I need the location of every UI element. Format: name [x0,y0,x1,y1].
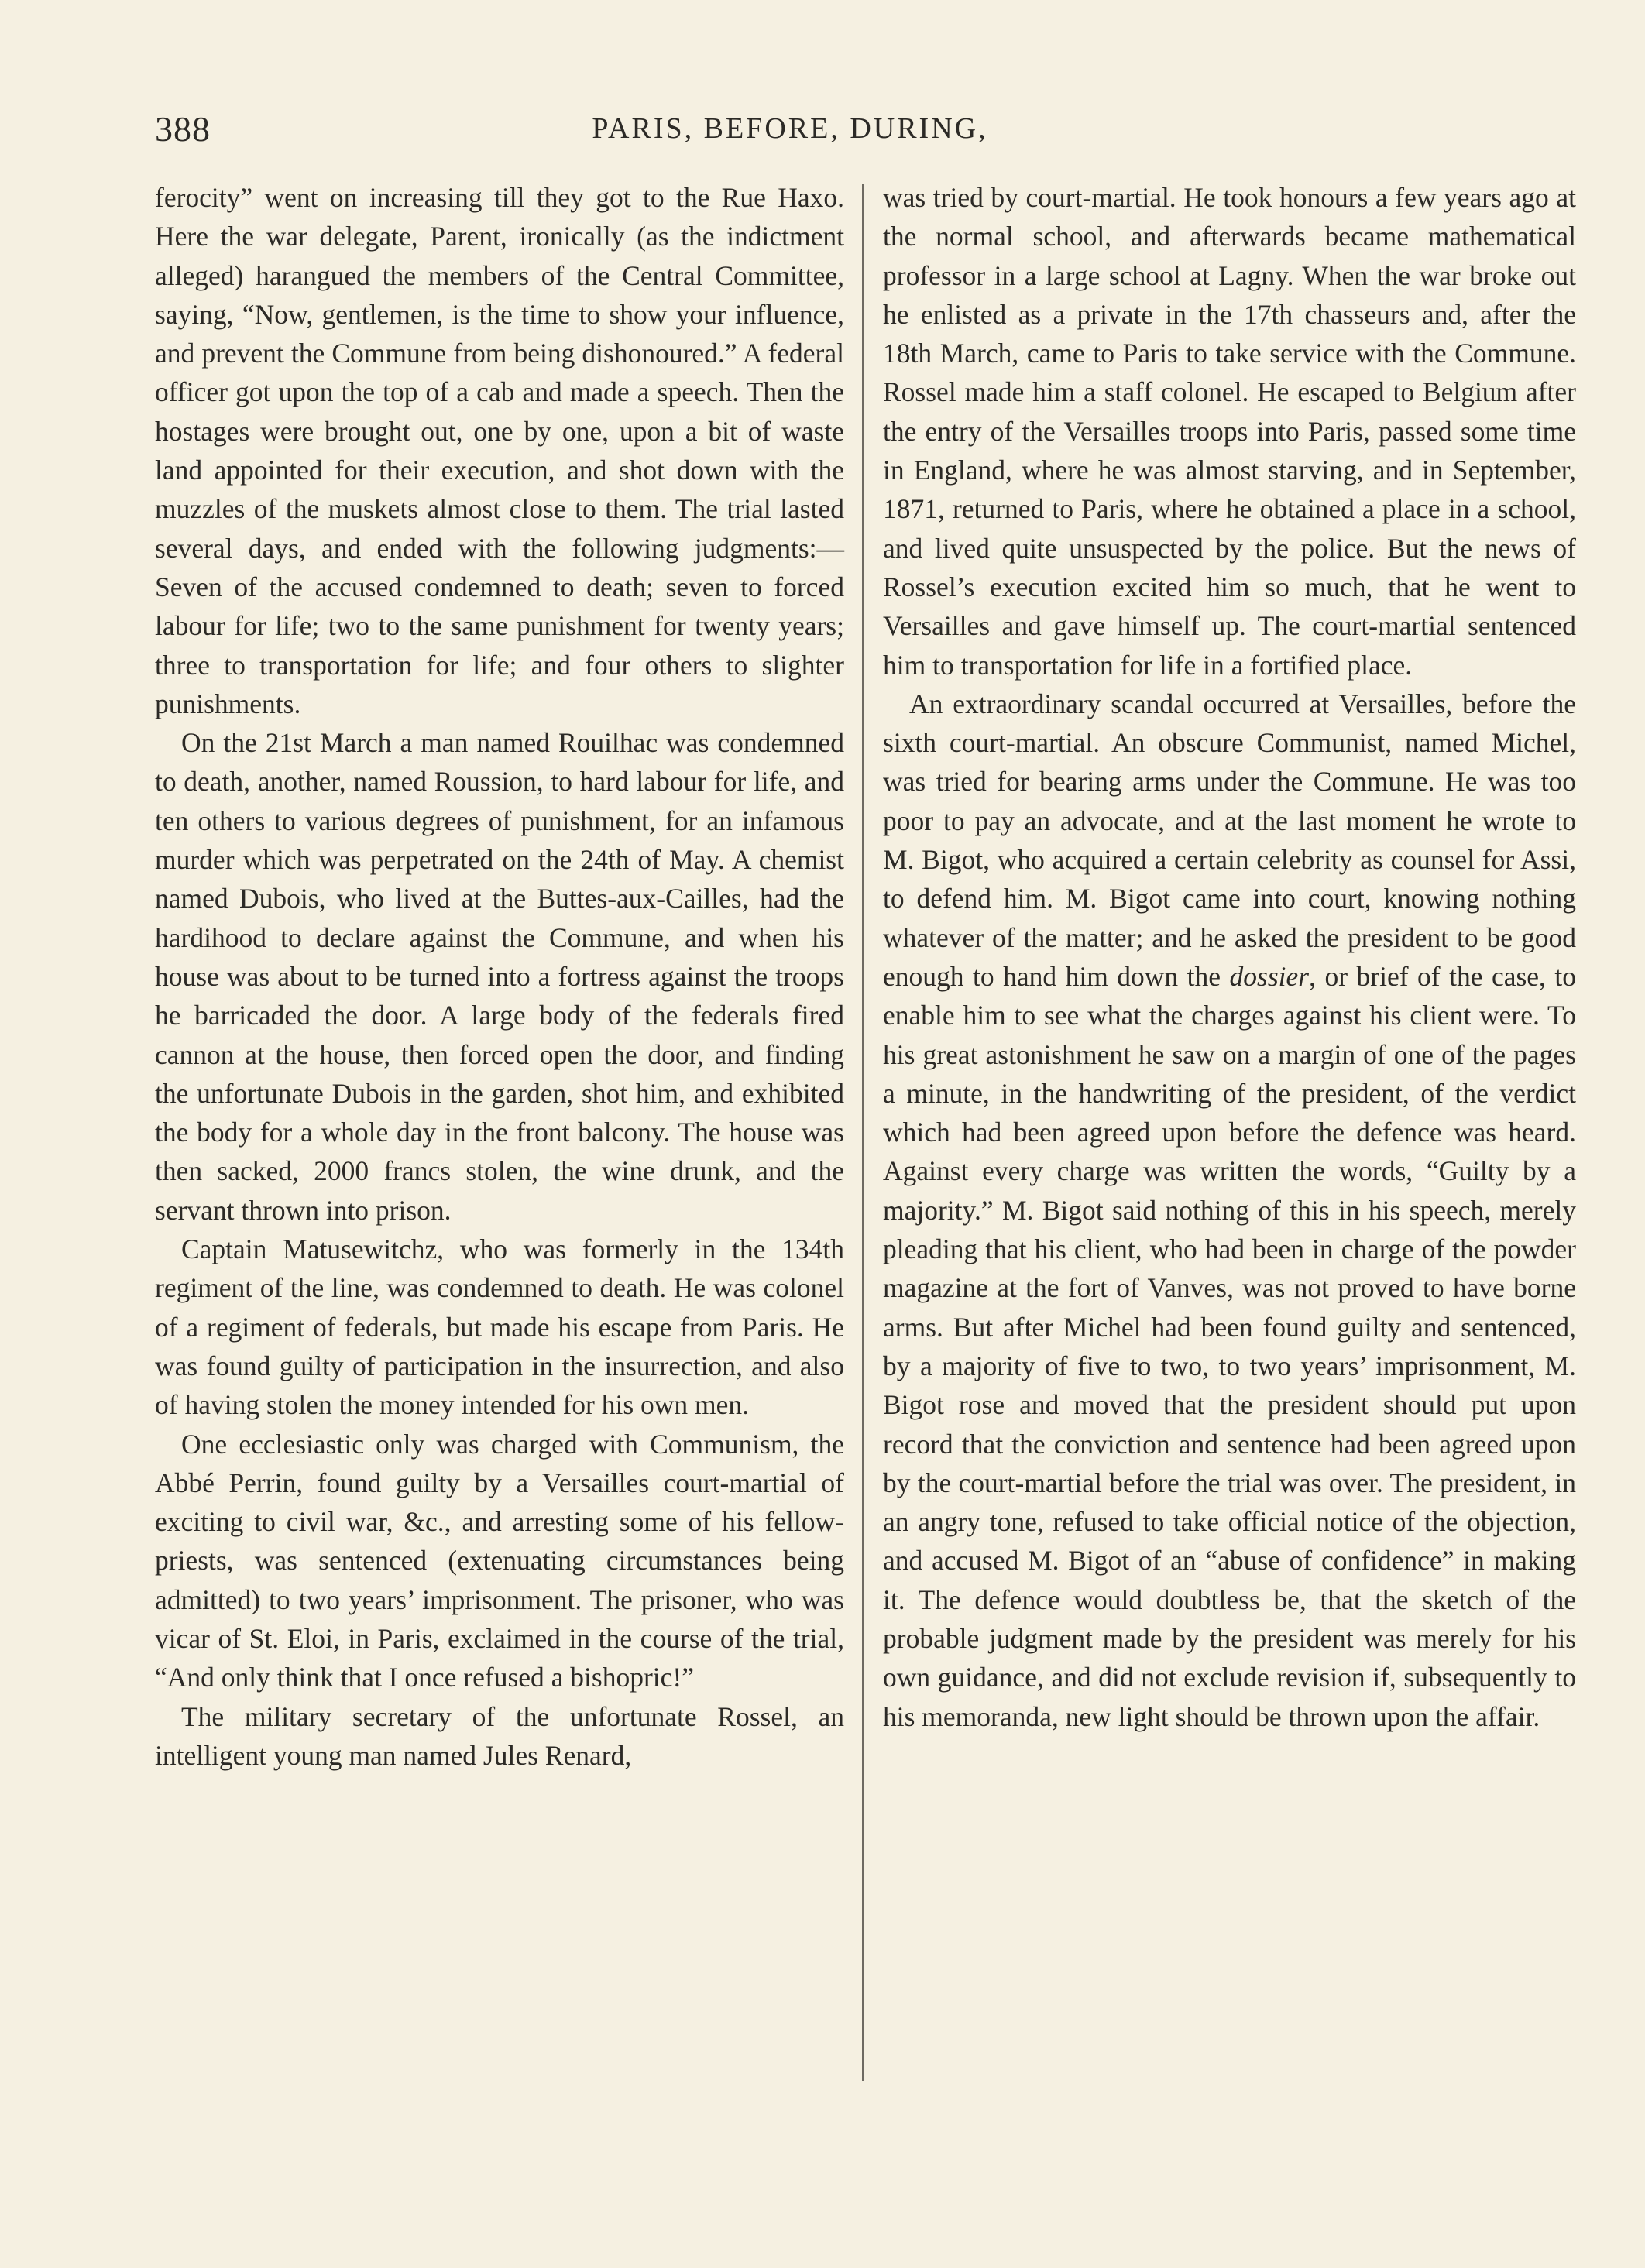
paragraph: The military secretary of the unfortunate Rossel, an intelligent young man named Jules Renard, [155,1700,844,1771]
paragraph-text: , or brief of the case, to enable him to see what the charges against his client were. To his great astonishment he saw on a margin of one of the pages a minute, in the handwriting of the president, of the verdict which had been agreed upon before the defence was heard. Against every charge was written the words, “Guilty by a majority.” M. Bigot said nothing of this in his speech, merely pleading that his client, who had been in charge of the powder magazine at the fort of Vanves, was not proved to have borne arms. But after Michel had been found guilty and sentenced, by a majority of five to two, to two years’ imprisonment, M. Bigot rose and moved that the president should put upon record that the conviction and sentence had been agreed upon by the court-martial before the trial was over. The president, in an angry tone, refused to take official notice of the objection, and accused M. Bigot of an “abuse of confidence” in making it. The defence would doubtless be, that the sketch of the probable judgment made by the president was merely for his own guidance, and did not exclude revision if, subsequently to his memoranda, new light should be thrown upon the affair. [883,960,1576,1732]
paragraph: One ecclesiastic only was charged with Communism, the Abbé Perrin, found guilty by a Versailles court-martial of exciting to civil war, &c., and arresting some of his fellow-priests, was sentenced (extenuating circumstances being admitted) to two years’ imprisonment. The prisoner, who was vicar of St. Eloi, in Paris, exclaimed in the course of the trial, “And only think that I once refused a bishopric!” [155,1428,844,1693]
paragraph: On the 21st March a man named Rouilhac was condemned to death, another, named Roussion, to hard labour for life, and ten others to various degrees of punishment, for an infamous murder which was perpetrated on the 24th of May. A chemist named Dubois, who lived at the Buttes-aux-Cailles, had the hardihood to declare against the Commune, and when his house was about to be turned into a fortress against the troops he barricaded the door. A large body of the federals fired cannon at the house, then forced open the door, and finding the unfortunate Dubois in the garden, shot him, and exhibited the body for a whole day in the front balcony. The house was then sacked, 2000 francs stolen, the wine drunk, and the servant thrown into prison. [155,727,844,1226]
paragraph: ferocity” went on increasing till they got to the Rue Haxo. Here the war delegate, Parent, ironically (as the indictment alleged) harangued the members of the Central Committee, saying, “Now, gentlemen, is the time to show your influence, and prevent the Commune from being dishonoured.” A federal officer got upon the top of a cab and made a speech. Then the hostages were brought out, one by one, upon a bit of waste land appointed for their execution, and shot down with the muzzles of the muskets almost close to them. The trial lasted several days, and ended with the following judgments:—Seven of the accused condemned to death; seven to forced labour for life; two to the same punishment for twenty years; three to transportation for life; and four others to slighter punishments. [155,182,844,719]
column-divider [862,184,864,2081]
paragraph [883,685,1576,1736]
running-head [155,108,1611,163]
paragraph: Captain Matusewitchz, who was formerly in the 134th regiment of the line, was condemned to death. He was colonel of a regiment of federals, but made his escape from Paris. He was found guilty of participation in the insurrection, and also of having stolen the money intended for his own men. [155,1234,844,1421]
right-column [883,178,1576,1736]
italic-term: dossier [1229,960,1310,992]
left-column [155,178,844,1775]
page-number: 388 [155,109,211,149]
running-title: PARIS, BEFORE, DURING, [592,112,988,145]
paragraph-text: An extraordinary scandal occurred at Versailles, before the sixth court-martial. An obscure Communist, named Michel, was tried for bearing arms under the Commune. He was too poor to pay an advocate, and at the last moment he wrote to M. Bigot, who acquired a certain celebrity as counsel for Assi, to defend him. M. Bigot came into court, knowing nothing whatever of the matter; and he asked the president to be good enough to hand him down the [883,688,1576,992]
paragraph: was tried by court-martial. He took honours a few years ago at the normal school, and afterwards became mathematical professor in a large school at Lagny. When the war broke out he enlisted as a private in the 17th chasseurs and, after the 18th March, came to Paris to take service with the Commune. Rossel made him a staff colonel. He escaped to Belgium after the entry of the Versailles troops into Paris, passed some time in England, where he was almost starving, and in September, 1871, returned to Paris, where he obtained a place in a school, and lived quite unsuspected by the police. But the news of Rossel’s execution excited him so much, that he went to Versailles and gave himself up. The court-martial sentenced him to transportation for life in a fortified place. [883,182,1576,681]
